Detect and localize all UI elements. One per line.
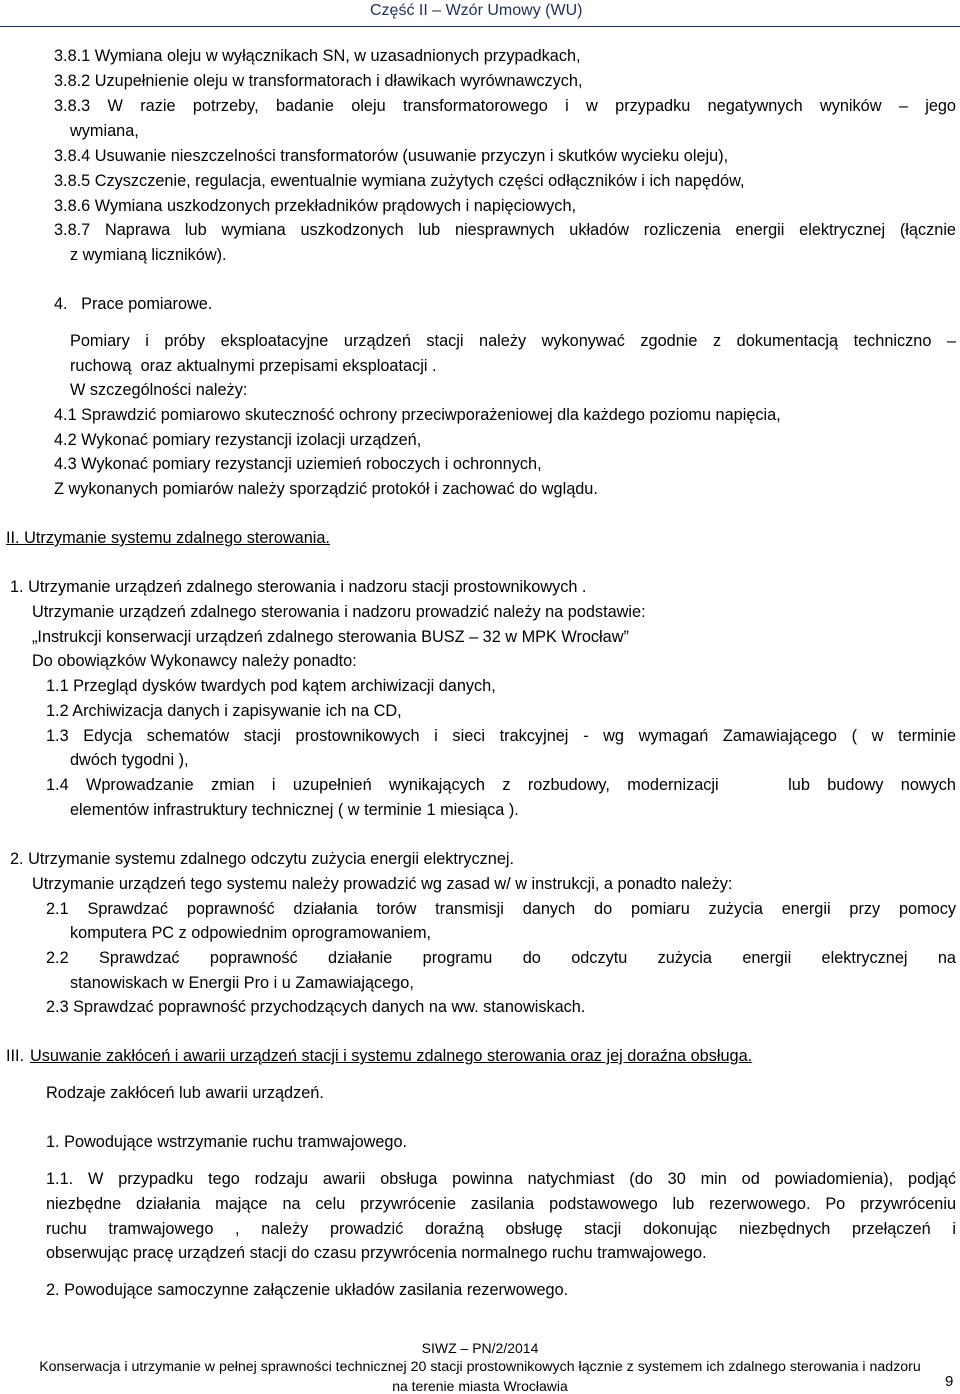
- page-header-title: Część II – Wzór Umowy (WU): [370, 2, 583, 19]
- item-3-8-7-cont: z wymianą liczników).: [70, 246, 227, 264]
- rodzaje-zaklocen: Rodzaje zakłóceń lub awarii urządzeń.: [46, 1084, 324, 1102]
- item-1-4: 1.4 Wprowadzanie zmian i uzupełnień wynikających z rozbudowy, modernizacji lub budowy nowych: [46, 776, 956, 794]
- section-iii-number: III.: [6, 1047, 29, 1065]
- subsection-1-heading: 1. Utrzymanie urządzeń zdalnego sterowania i nadzoru stacji prostownikowych .: [10, 578, 587, 596]
- item-3-8-6: 3.8.6 Wymiana uszkodzonych przekładników prądowych i napięciowych,: [54, 197, 577, 215]
- page-number: 9: [945, 1373, 954, 1390]
- item-1-4-cont: elementów infrastruktury technicznej ( w terminie 1 miesiąca ).: [70, 801, 519, 819]
- item-2-1-cont: komputera PC z odpowiednim oprogramowaniem,: [70, 924, 432, 942]
- footer-code: SIWZ – PN/2/2014: [421, 1340, 539, 1356]
- section-ii-heading: II. Utrzymanie systemu zdalnego sterowania.: [6, 529, 330, 547]
- item-1-3-cont: dwóch tygodni ),: [70, 751, 189, 769]
- paragraph-pomiary-cont: ruchową oraz aktualnymi przepisami eksploatacji .: [70, 357, 437, 375]
- item-1-1-paragraph: 1.1. W przypadku tego rodzaju awarii obsługa powinna natychmiast (do 30 min od powiadomienia), podjąć: [46, 1170, 956, 1188]
- item-3-8-7: 3.8.7 Naprawa lub wymiana uszkodzonych lub niesprawnych układów rozliczenia energii elektrycznej (łącznie: [54, 221, 956, 239]
- item-1-2: 1.2 Archiwizacja danych i zapisywanie ich na CD,: [46, 702, 402, 720]
- item-2-1: 2.1 Sprawdzać poprawność działania torów transmisji danych do pomiaru zużycia energii przy pomocy: [46, 900, 956, 918]
- w-szczegolnosci: W szczególności należy:: [70, 381, 248, 399]
- protokol-line: Z wykonanych pomiarów należy sporządzić protokół i zachować do wglądu.: [54, 480, 598, 498]
- paragraph-pomiary: Pomiary i próby eksploatacyjne urządzeń stacji należy wykonywać zgodnie z dokumentacją techniczno –: [70, 332, 956, 350]
- utrzymanie-systemu-odczytu: Utrzymanie urządzeń tego systemu należy prowadzić wg zasad w/ w instrukcji, a ponadto należy:: [32, 875, 733, 893]
- item-1-3: 1.3 Edycja schematów stacji prostownikowych i sieci trakcyjnej - wg wymagań Zamawiającego ( w terminie: [46, 727, 956, 745]
- item-1-1-paragraph-line4: obserwując pracę urządzeń stacji do czasu przywrócenia normalnego ruchu tramwajowego.: [46, 1244, 707, 1262]
- footer-title-line1: Konserwacja i utrzymanie w pełnej sprawności technicznej 20 stacji prostownikowych łącznie z systemem ich zdalnego sterowania i nadzoru: [39, 1359, 921, 1375]
- category-2-heading: 2. Powodujące samoczynne załączenie układów zasilania rezerwowego.: [46, 1281, 569, 1299]
- item-1-1-paragraph-line2: niezbędne działania mające na celu przywrócenie zasilania podstawowego lub rezerwowego. Po przywróceniu: [46, 1195, 956, 1213]
- obowiazki-wykonawcy: Do obowiązków Wykonawcy należy ponadto:: [32, 652, 357, 670]
- subsection-2-heading: 2. Utrzymanie systemu zdalnego odczytu zużycia energii elektrycznej.: [10, 850, 515, 868]
- item-3-8-5: 3.8.5 Czyszczenie, regulacja, ewentualnie wymiana zużytych części odłączników i ich napędów,: [54, 172, 745, 190]
- item-1-1: 1.1 Przegląd dysków twardych pod kątem archiwizacji danych,: [46, 677, 496, 695]
- item-3-8-3-cont: wymiana,: [70, 122, 139, 140]
- item-2-2: 2.2 Sprawdzać poprawność działanie programu do odczytu zużycia energii elektrycznej na: [46, 949, 956, 967]
- section-iii-heading: Usuwanie zakłóceń i awarii urządzeń stacji i systemu zdalnego sterowania oraz jej doraźna obsługa.: [30, 1047, 753, 1065]
- item-4-3: 4.3 Wykonać pomiary rezystancji uziemień roboczych i ochronnych,: [54, 455, 542, 473]
- item-2-3: 2.3 Sprawdzać poprawność przychodzących danych na ww. stanowiskach.: [46, 998, 586, 1016]
- item-3-8-4: 3.8.4 Usuwanie nieszczelności transformatorów (usuwanie przyczyn i skutków wycieku oleju),: [54, 147, 729, 165]
- item-4-2: 4.2 Wykonać pomiary rezystancji izolacji urządzeń,: [54, 431, 422, 449]
- item-2-2-cont: stanowiskach w Energii Pro i u Zamawiającego,: [70, 974, 414, 992]
- item-3-8-3: 3.8.3 W razie potrzeby, badanie oleju transformatorowego i w przypadku negatywnych wyników – jego: [54, 97, 956, 115]
- item-1-1-paragraph-line3: ruchu tramwajowego , należy prowadzić doraźną obsługę stacji dokonując niezbędnych przełączeń i: [46, 1220, 956, 1238]
- category-1-heading: 1. Powodujące wstrzymanie ruchu tramwajowego.: [46, 1133, 408, 1151]
- section-4-heading: 4. Prace pomiarowe.: [54, 295, 213, 313]
- footer-title-line2: na terenie miasta Wrocławia: [392, 1378, 568, 1394]
- item-3-8-2: 3.8.2 Uzupełnienie oleju w transformatorach i dławikach wyrównawczych,: [54, 72, 583, 90]
- instrukcja-busz: „Instrukcji konserwacji urządzeń zdalnego sterowania BUSZ – 32 w MPK Wrocław”: [32, 628, 629, 646]
- item-4-1: 4.1 Sprawdzić pomiarowo skuteczność ochrony przeciwporażeniowej dla każdego poziomu napięcia,: [54, 406, 781, 424]
- header-divider: [0, 26, 960, 27]
- utrzymanie-podstawa: Utrzymanie urządzeń zdalnego sterowania i nadzoru prowadzić należy na podstawie:: [32, 603, 646, 621]
- item-3-8-1: 3.8.1 Wymiana oleju w wyłącznikach SN, w uzasadnionych przypadkach,: [54, 47, 581, 65]
